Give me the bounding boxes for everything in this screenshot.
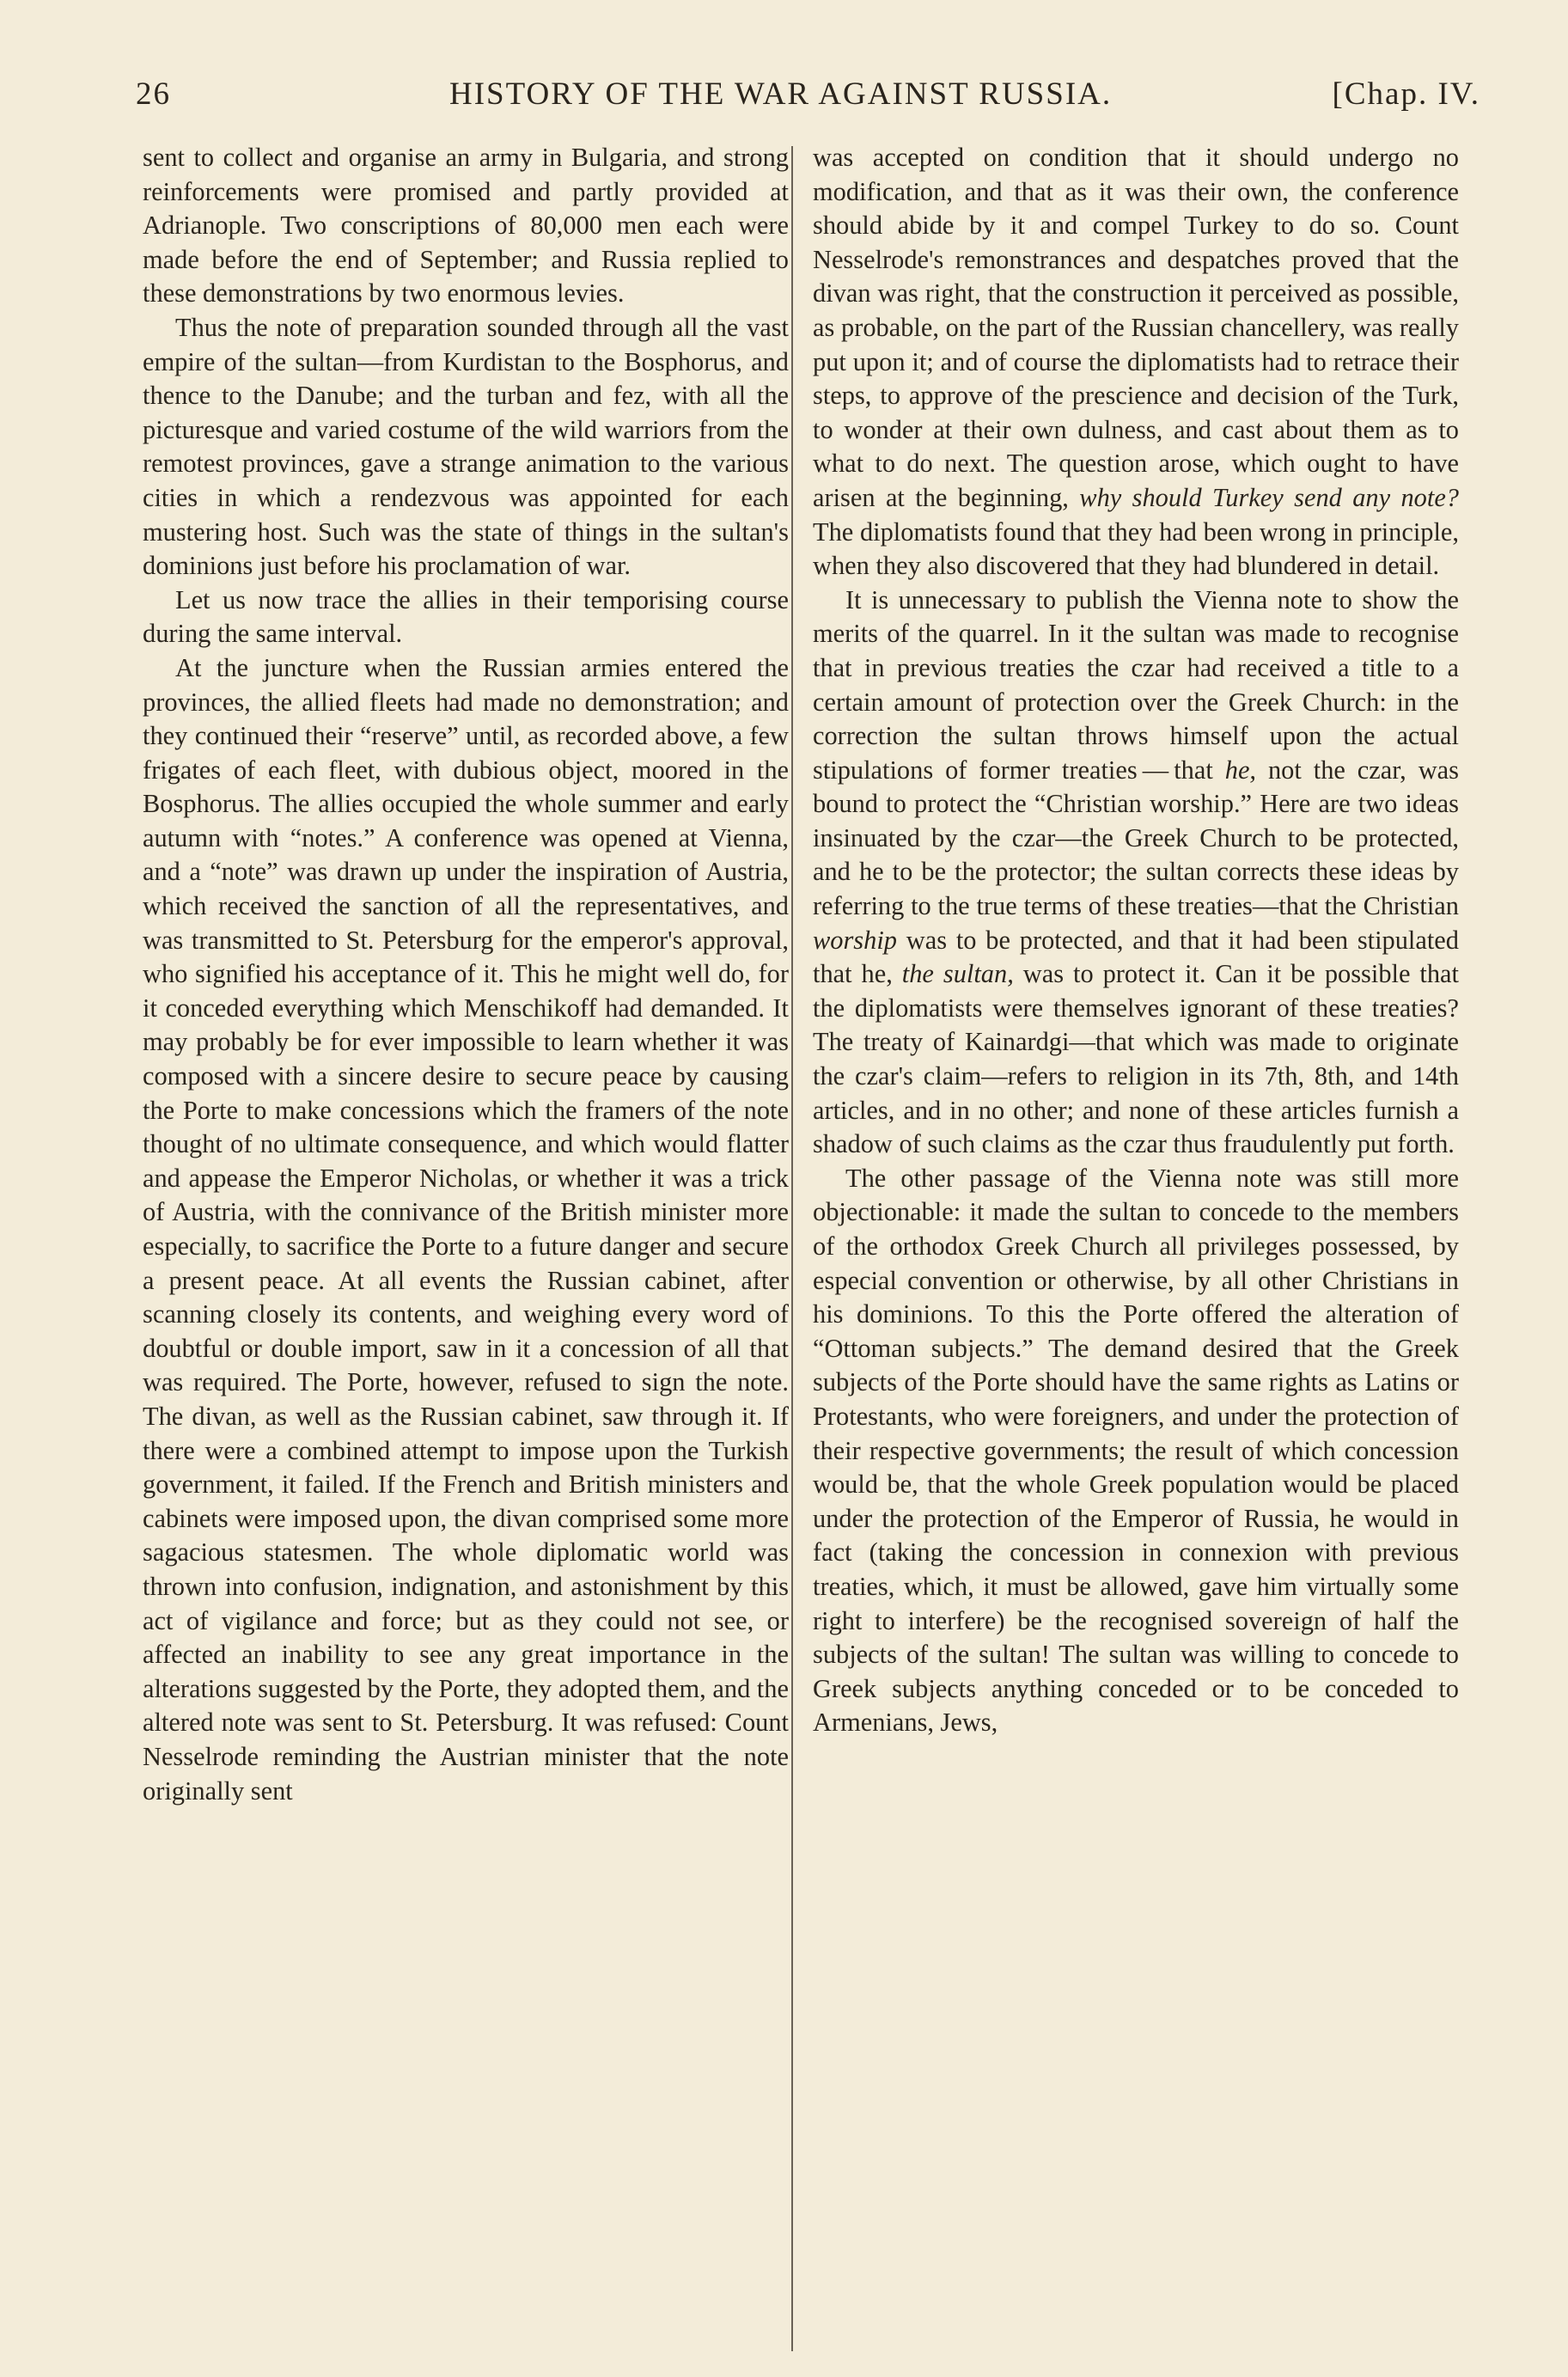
running-title: HISTORY OF THE WAR AGAINST RUSSIA. — [449, 76, 1113, 112]
text-run: was accepted on condition that it should undergo no modification, and that as it was their own, the conference should abide by it and compel Turkey to do so. Count Nesselrode's remonstrances and despatches proved that the divan was right, that the construction it perceived as possible, as probable, on the part of the Russian chancellery, was really put upon it; and of course the diplomatists had to retrace their steps, to approve of the prescience and decision of the Turk, to wonder at their own dulness, and cast about them as to what to do next. The question arose, which ought to have arisen at the beginning, — [813, 143, 1459, 512]
text-run: was to protect it. Can it be possible that the diplomatists were themselves ignorant of these treaties? The treaty of Kainardgi—that which was made to originate the czar's claim—refers to religion in its 7th, 8th, and 14th articles, and in no other; and none of these articles furnish a shadow of such claims as the czar thus fraudulently put forth. — [813, 959, 1459, 1159]
paragraph: At the juncture when the Russian armies entered the provinces, the allied fleets had made no demonstration; and they continued their “reserve” until, as recorded above, a few frigates of each fleet, with dubious object, moored in the Bosphorus. The allies occupied the whole summer and early autumn with “notes.” A conference was opened at Vienna, and a “note” was drawn up under the inspiration of Austria, which received the sanction of all the representatives, and was transmitted to St. Petersburg for the emperor's approval, who signified his acceptance of it. This he might well do, for it conceded everything which Menschikoff had demanded. It may probably be for ever impossible to learn whether it was composed with a sincere desire to secure peace by causing the Porte to make concessions which the framers of the note thought of no ultimate consequence, and which would flatter and appease the Emperor Nicholas, or whether it was a trick of Austria, with the connivance of the British minister more especially, to sacrifice the Porte to a future danger and secure a present peace. At all events the Russian cabinet, after scanning closely its contents, and weighing every word of doubtful or double import, saw in it a concession of all that was required. The Porte, however, refused to sign the note. The divan, as well as the Russian cabinet, saw through it. If there were a combined attempt to impose upon the Turkish government, it failed. If the French and British ministers and cabinets were imposed upon, the divan comprised some more sagacious statesmen. The whole diplomatic world was thrown into confusion, indignation, and astonishment by this act of vigilance and force; but as they could not see, or affected an inability to see any great importance in the alterations suggested by the Porte, they adopted them, and the altered note was sent to St. Petersburg. It was refused: Count Nesselrode reminding the Austrian minister that the note originally sent — [143, 652, 789, 1806]
text-run: The diplomatists found that they had been wrong in principle, when they also discovered that they had blundered in detail. — [813, 516, 1459, 581]
right-column — [813, 141, 1459, 1740]
italic-run: why should Turkey send any note? — [1079, 482, 1460, 512]
italic-run: worship — [813, 925, 897, 955]
left-column — [143, 141, 789, 1808]
paragraph — [813, 584, 1459, 1162]
text-run: was to be protected, and that it had been stipulated that he, — [813, 925, 1459, 989]
paragraph: sent to collect and organise an army in Bulgaria, and strong reinforcements were promised and partly provided at Adrianople. Two conscriptions of 80,000 men each were made before the end of September; and Russia replied to these demonstrations by two enormous levies. — [143, 143, 789, 309]
paragraph: Thus the note of preparation sounded through all the vast empire of the sultan—from Kurdistan to the Bosphorus, and thence to the Danube; and the turban and fez, with all the picturesque and varied costume of the wild warriors from the remotest provinces, gave a strange animation to the various cities in which a rendezvous was appointed for each mustering host. Such was the state of things in the sultan's dominions just before his proclamation of war. — [143, 312, 789, 581]
chapter-label: [Chap. IV. — [1332, 76, 1480, 112]
paragraph: Let us now trace the allies in their temporising course during the same interval. — [143, 584, 789, 649]
italic-run: he, — [1224, 755, 1257, 785]
column-divider — [791, 146, 793, 2351]
paragraph — [813, 141, 1459, 584]
paragraph: The other passage of the Vienna note was still more objectionable: it made the sultan to concede to the members of the orthodox Greek Church all privileges possessed, by especial convention or otherwise, by all other Christians in his dominions. To this the Porte offered the alteration of “Ottoman subjects.” The demand desired that the Greek subjects of the Porte should have the same rights as Latins or Protestants, who were foreigners, and under the protection of their respective governments; the result of which concession would be, that the whole Greek population would be placed under the protection of the Emperor of Russia, he would in fact (taking the concession in connexion with previous treaties, which, it must be allowed, gave him virtually some right to interfere) be the recognised sovereign of half the subjects of the sultan! The sultan was willing to concede to Greek subjects anything conceded or to be conceded to Armenians, Jews, — [813, 1163, 1459, 1738]
page-number: 26 — [136, 76, 171, 112]
italic-run: the sultan, — [901, 959, 1014, 989]
text-run: not the czar, was bound to protect the “Christian worship.” Here are two ideas insinuated by the czar—the Greek Church to be protected, and he to be the protector; the sultan corrects these ideas by referring to the true terms of these treaties—that the Christian — [813, 755, 1459, 921]
running-header — [136, 76, 1480, 124]
text-run: It is unnecessary to publish the Vienna note to show the merits of the quarrel. In it the sultan was made to recognise that in previous treaties the czar had received a title to a certain amount of protection over the Greek Church: in the correction the sultan throws himself upon the actual stipulations of former treaties — that — [813, 584, 1459, 785]
